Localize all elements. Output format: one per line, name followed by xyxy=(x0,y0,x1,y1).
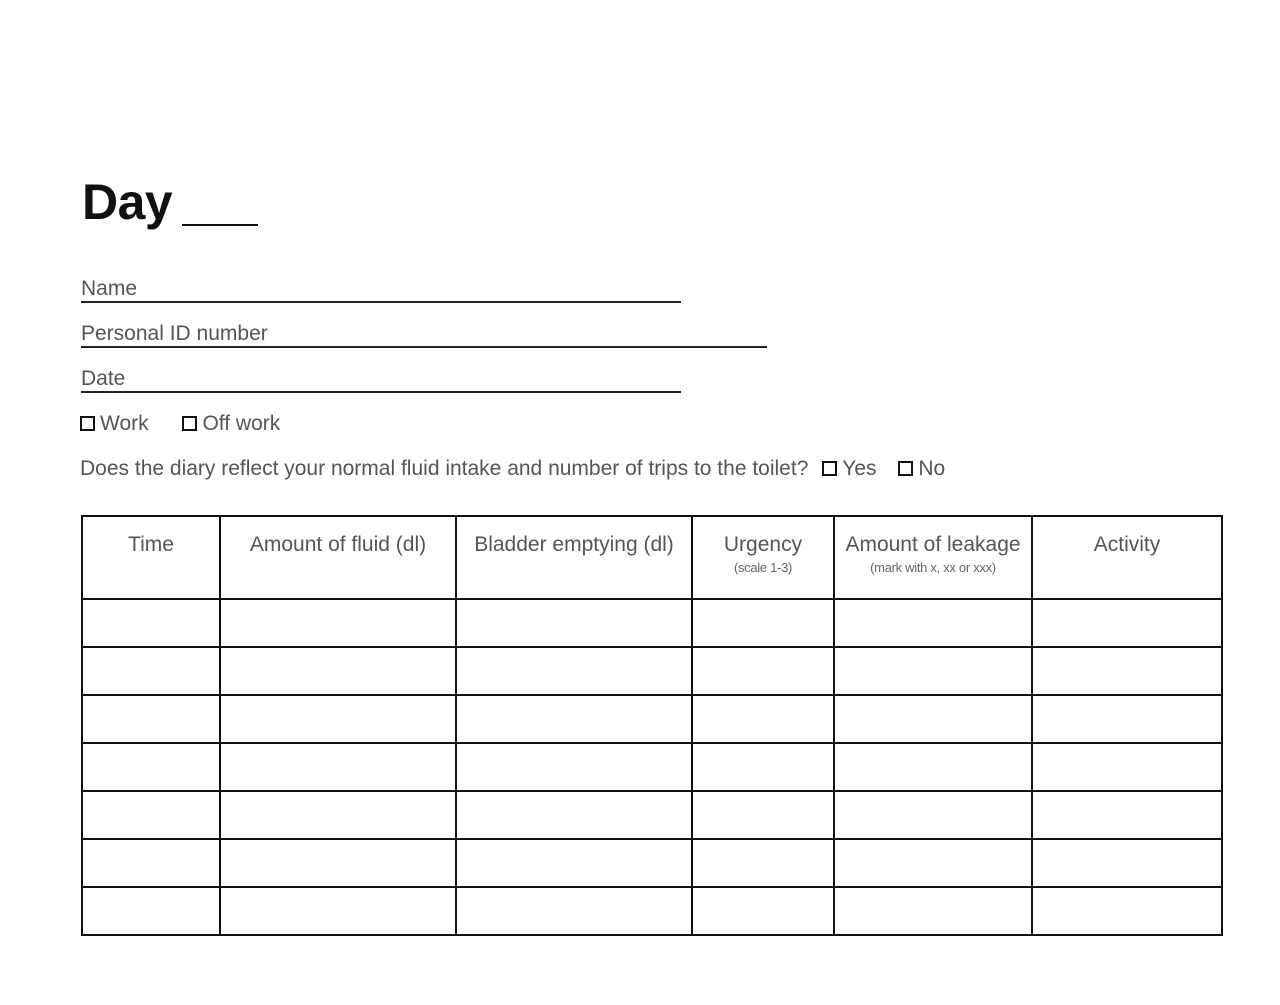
table-cell[interactable] xyxy=(456,695,692,743)
table-cell[interactable] xyxy=(1032,887,1222,935)
column-header-urgency xyxy=(692,516,834,599)
column-header-label: Activity xyxy=(1093,533,1161,556)
table-cell[interactable] xyxy=(220,599,456,647)
table-cell[interactable] xyxy=(456,647,692,695)
column-header-label: Amount of leakage xyxy=(845,533,1021,556)
work-label: Work xyxy=(100,412,149,435)
table-cell[interactable] xyxy=(456,791,692,839)
table-cell[interactable] xyxy=(1032,599,1222,647)
table-cell[interactable] xyxy=(82,647,220,695)
table-cell[interactable] xyxy=(1032,839,1222,887)
yes-option[interactable] xyxy=(822,457,876,481)
column-header-leakage xyxy=(834,516,1032,599)
table-cell[interactable] xyxy=(692,743,834,791)
diary-table-body xyxy=(82,599,1222,935)
question-text: Does the diary reflect your normal fluid intake and number of trips to the toilet? xyxy=(80,457,809,480)
work-status-row xyxy=(80,412,280,436)
table-cell[interactable] xyxy=(220,695,456,743)
table-cell[interactable] xyxy=(82,791,220,839)
table-cell[interactable] xyxy=(1032,647,1222,695)
off-work-option[interactable] xyxy=(182,412,280,436)
table-row xyxy=(82,743,1222,791)
table-cell[interactable] xyxy=(456,599,692,647)
question-row xyxy=(80,457,945,481)
name-field[interactable] xyxy=(81,275,681,303)
page-title-text: Day xyxy=(82,174,173,230)
table-cell[interactable] xyxy=(1032,695,1222,743)
table-row xyxy=(82,695,1222,743)
diary-table xyxy=(81,515,1223,936)
table-cell[interactable] xyxy=(220,791,456,839)
table-cell[interactable] xyxy=(82,743,220,791)
table-row xyxy=(82,599,1222,647)
date-label: Date xyxy=(81,367,126,390)
table-cell[interactable] xyxy=(220,743,456,791)
table-row xyxy=(82,791,1222,839)
name-label: Name xyxy=(81,277,138,300)
table-cell[interactable] xyxy=(82,839,220,887)
table-header-row xyxy=(82,516,1222,599)
yes-checkbox[interactable] xyxy=(822,461,837,476)
table-cell[interactable] xyxy=(82,887,220,935)
column-header-activity xyxy=(1032,516,1222,599)
table-cell[interactable] xyxy=(834,839,1032,887)
table-cell[interactable] xyxy=(456,887,692,935)
table-cell[interactable] xyxy=(692,647,834,695)
table-cell[interactable] xyxy=(692,791,834,839)
no-checkbox[interactable] xyxy=(898,461,913,476)
column-header-bladder xyxy=(456,516,692,599)
table-cell[interactable] xyxy=(220,839,456,887)
table-cell[interactable] xyxy=(834,743,1032,791)
table-cell[interactable] xyxy=(692,839,834,887)
personal-id-field[interactable] xyxy=(81,320,767,348)
table-cell[interactable] xyxy=(834,599,1032,647)
table-cell[interactable] xyxy=(456,839,692,887)
date-field[interactable] xyxy=(81,365,681,393)
no-label: No xyxy=(918,457,946,480)
column-header-label: Amount of fluid (dl) xyxy=(249,533,427,556)
table-cell[interactable] xyxy=(834,695,1032,743)
table-cell[interactable] xyxy=(692,599,834,647)
table-cell[interactable] xyxy=(1032,791,1222,839)
table-cell[interactable] xyxy=(692,695,834,743)
work-checkbox[interactable] xyxy=(80,416,95,431)
no-option[interactable] xyxy=(898,457,945,481)
column-header-sublabel: (mark with x, xx or xxx) xyxy=(870,560,996,575)
table-cell[interactable] xyxy=(220,647,456,695)
column-header-time xyxy=(82,516,220,599)
page-title xyxy=(82,172,258,232)
day-number-blank[interactable] xyxy=(182,176,258,226)
table-row xyxy=(82,839,1222,887)
table-cell[interactable] xyxy=(82,695,220,743)
table-cell[interactable] xyxy=(692,887,834,935)
table-cell[interactable] xyxy=(834,887,1032,935)
table-cell[interactable] xyxy=(834,791,1032,839)
column-header-label: Bladder emptying (dl) xyxy=(474,533,674,556)
table-cell[interactable] xyxy=(456,743,692,791)
column-header-fluid xyxy=(220,516,456,599)
column-header-label: Urgency xyxy=(723,533,803,556)
off-work-label: Off work xyxy=(202,412,281,435)
column-header-sublabel: (scale 1-3) xyxy=(733,560,793,575)
work-option[interactable] xyxy=(80,412,149,436)
table-row xyxy=(82,887,1222,935)
table-cell[interactable] xyxy=(82,599,220,647)
yes-label: Yes xyxy=(842,457,877,480)
table-cell[interactable] xyxy=(834,647,1032,695)
personal-id-label: Personal ID number xyxy=(81,322,268,345)
table-row xyxy=(82,647,1222,695)
column-header-label: Time xyxy=(128,533,174,556)
table-cell[interactable] xyxy=(220,887,456,935)
table-cell[interactable] xyxy=(1032,743,1222,791)
off-work-checkbox[interactable] xyxy=(182,416,197,431)
